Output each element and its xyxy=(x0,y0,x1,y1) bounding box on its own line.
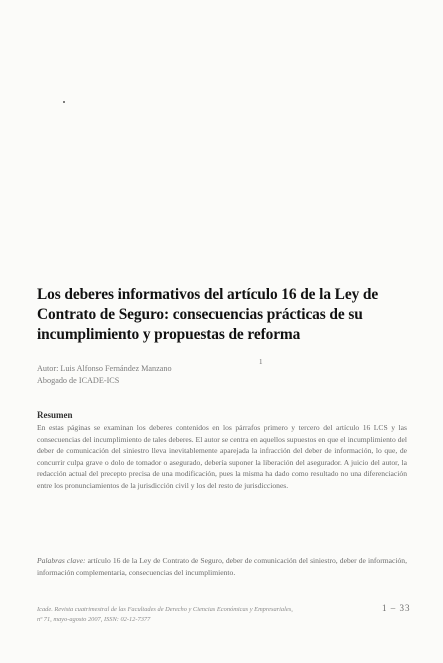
article-title: Los deberes informativos del artículo 16 de la Ley de Contrato de Seguro: consecuencias prácticas de su incumplimiento y propuestas de reforma xyxy=(37,286,379,343)
journal-line-2: nº 71, mayo-agosto 2007, ISSN: 02-12-7377 xyxy=(37,615,151,623)
journal-citation xyxy=(37,605,367,624)
keywords-paragraph xyxy=(37,555,407,578)
title-footnote-mark: 1 xyxy=(259,358,263,366)
affiliation-line: Abogado de ICADE-ICS xyxy=(37,376,120,385)
author-line: Autor: Luis Alfonso Fernández Manzano xyxy=(37,364,172,373)
keywords-label: Palabras clave: xyxy=(37,556,86,565)
keywords-text: artículo 16 de la Ley de Contrato de Seguro, deber de comunicación del siniestro, deber de información, información complementaria, consecuencias del incumplimiento. xyxy=(37,556,407,577)
abstract-heading: Resumen xyxy=(37,410,73,420)
scan-speck xyxy=(63,101,65,103)
page-range: 1 – 33 xyxy=(382,603,411,613)
author-block xyxy=(37,363,397,387)
abstract-text: En estas páginas se examinan los deberes contenidos en los párrafos primero y tercero del artículo 16 LCS y las consecuencias del incumplimiento de tales deberes. El autor se centra en aquellos supuestos en que el incumplimiento del deber de comunicación del siniestro lleva inevitablemente aparejada la infracción del deber de información, lo que, de concurrir culpa grave o dolo de tomador o asegurado, debería suponer la liberación del asegurador. A juicio del autor, la redacción actual del precepto precisa de una modificación, pues la misma ha dado como resultado no una diferenciación entre los pronunciamientos de la jurisdicción civil y los del resto de jurisdicciones. xyxy=(37,423,407,490)
journal-line-1: Icade. Revista cuatrimestral de las Facultades de Derecho y Ciencias Económicas y Empresariales, xyxy=(37,606,293,613)
